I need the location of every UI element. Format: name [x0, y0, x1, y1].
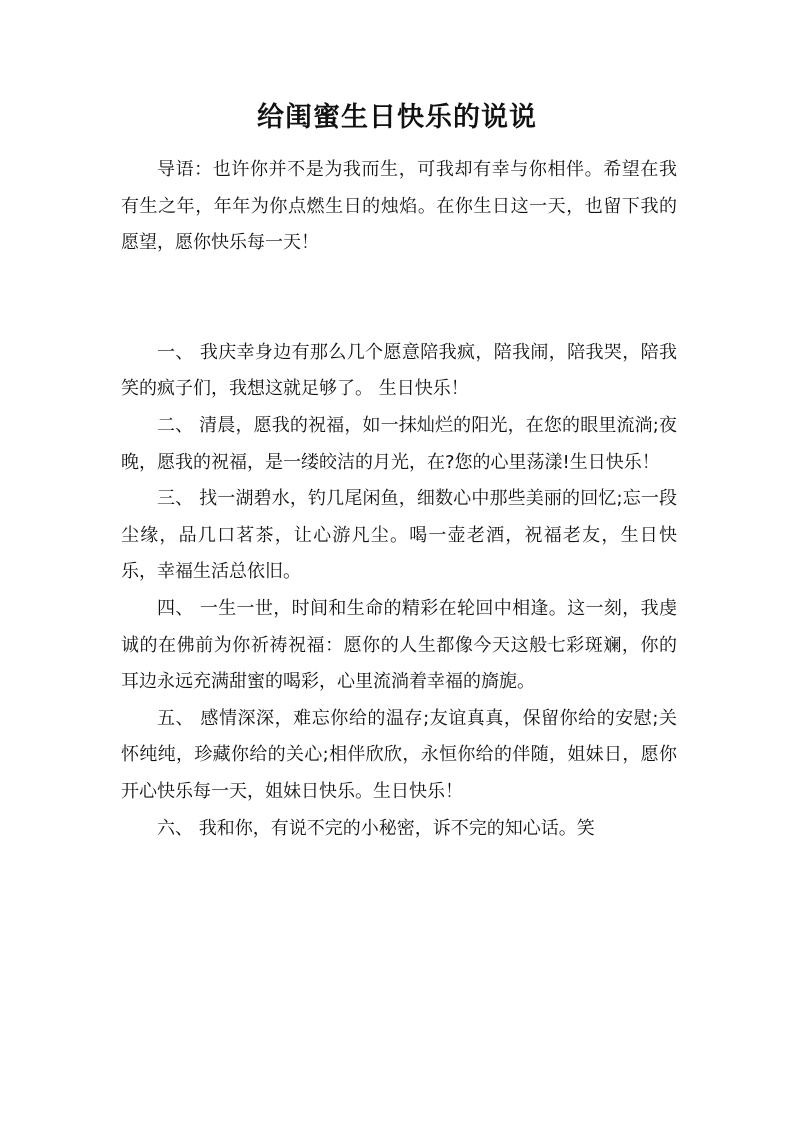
- wish-paragraph-3: 三、 找一湖碧水，钓几尾闲鱼，细数心中那些美丽的回忆;忘一段尘缘，品几口茗茶，让心游凡尘。喝一壶老酒，祝福老友，生日快乐，幸福生活总依旧。: [121, 488, 677, 583]
- paragraph-gap: [121, 262, 677, 335]
- wish-paragraph-4: 四、 一生一世，时间和生命的精彩在轮回中相逢。这一刻，我虔诚的在佛前为你祈祷祝福：愿你的人生都像今天这般七彩斑斓，你的耳边永远充满甜蜜的喝彩，心里流淌着幸福的旖旎。: [121, 597, 677, 693]
- intro-paragraph: 导语：也许你并不是为我而生，可我却有幸与你相伴。希望在我有生之年，年年为你点燃生日的烛焰。在你生日这一天，也留下我的愿望，愿你快乐每一天！: [121, 159, 677, 254]
- document-title: 给闺蜜生日快乐的说说: [257, 102, 537, 133]
- wish-paragraph-2: 二、 清晨，愿我的祝福，如一抹灿烂的阳光，在您的眼里流淌;夜晚，愿我的祝福，是一缕皎洁的月光，在?您的心里荡漾!生日快乐！: [121, 414, 677, 473]
- wish-paragraph-6: 六、 我和你，有说不完的小秘密，诉不完的知心话。笑: [157, 817, 595, 839]
- wish-paragraph-1: 一、 我庆幸身边有那么几个愿意陪我疯，陪我闹，陪我哭，陪我笑的疯子们，我想这就足够了。 生日快乐！: [121, 341, 677, 400]
- document-body: [121, 152, 677, 847]
- wish-paragraph-5: 五、 感情深深，难忘你给的温存;友谊真真，保留你给的安慰;关怀纯纯，珍藏你给的关心;相伴欣欣，永恒你给的伴随，姐妹日，愿你开心快乐每一天，姐妹日快乐。生日快乐！: [121, 707, 677, 802]
